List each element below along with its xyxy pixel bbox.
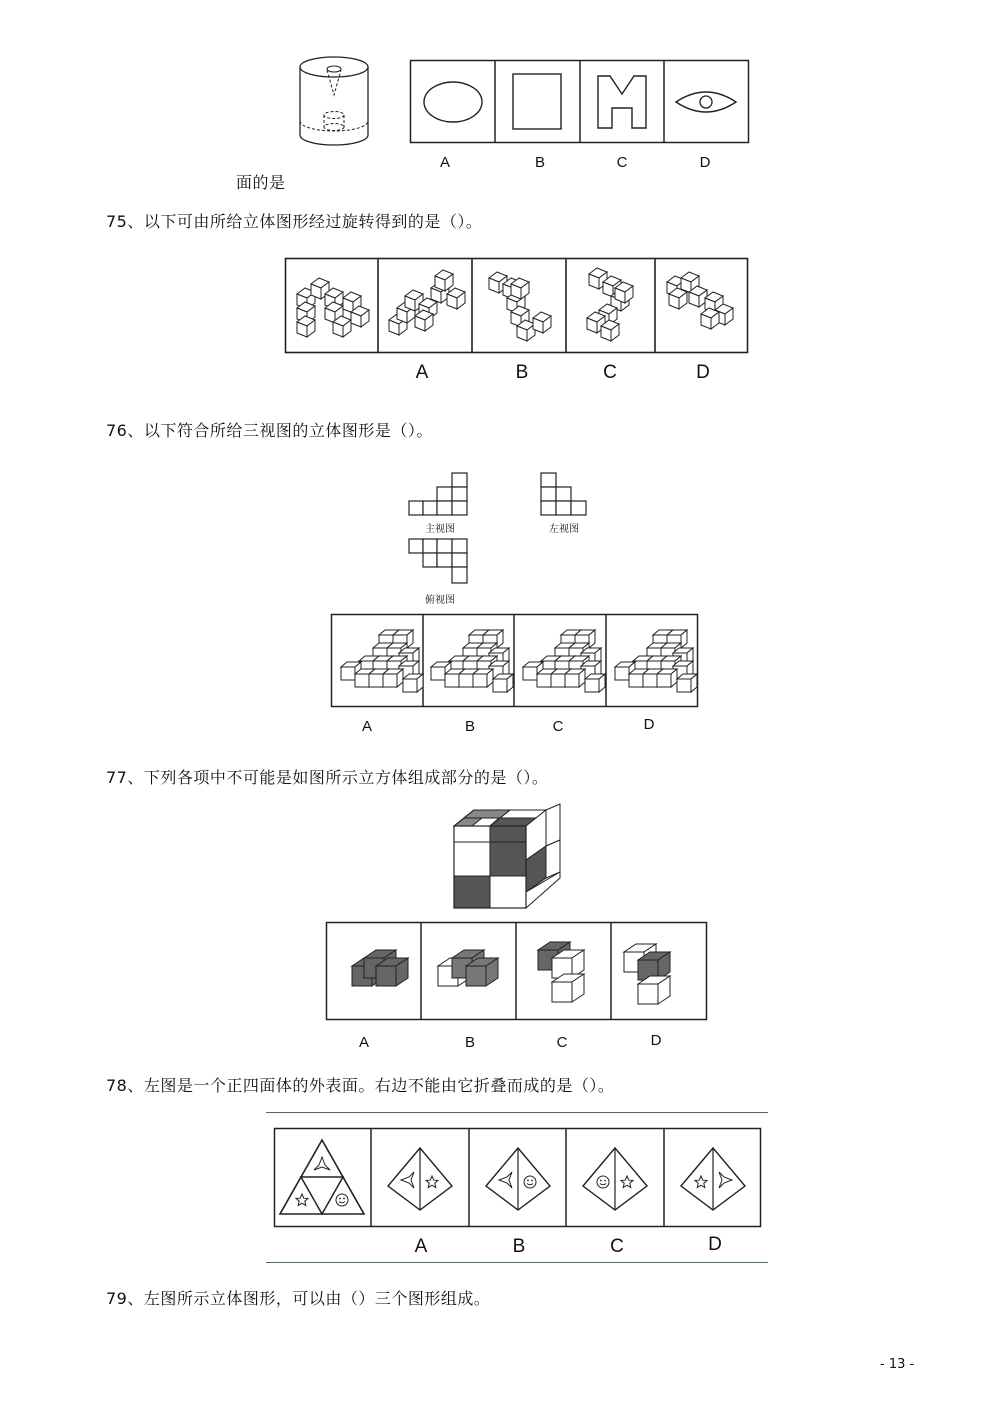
q77-option-c-label: C — [556, 1034, 568, 1051]
q75-option-d-label: D — [696, 362, 710, 383]
q75-option-a-label: A — [415, 362, 429, 383]
q76-left-view-caption: 左视图 — [549, 524, 579, 535]
q75-option-c-label: C — [603, 362, 617, 383]
q76-top-view-caption: 俯视图 — [425, 595, 455, 606]
page-number: - 13 - — [880, 1357, 915, 1372]
q77-cube-figure — [454, 806, 562, 910]
q74-option-a-label: A — [439, 154, 450, 171]
q76-question: 76、以下符合所给三视图的立体图形是（）。 — [106, 421, 433, 440]
q76-front-view-caption: 主视图 — [425, 524, 455, 535]
q75-question: 75、以下可由所给立体图形经过旋转得到的是（）。 — [106, 212, 483, 231]
q77-option-a-label: A — [358, 1034, 369, 1051]
q78-option-b-label: B — [512, 1236, 526, 1257]
q74-option-c-label: C — [616, 154, 628, 171]
q76-top-view — [408, 538, 472, 586]
q76-option-b-label: B — [464, 718, 475, 735]
q74-option-b-label: B — [534, 154, 545, 171]
q76-option-d-label: D — [643, 716, 655, 733]
q75-options-strip — [285, 258, 749, 354]
q77-option-d-label: D — [650, 1032, 662, 1049]
q76-left-view — [540, 472, 590, 518]
q78-option-a-label: A — [414, 1236, 428, 1257]
q76-options-strip — [331, 614, 699, 708]
q75-option-b-label: B — [515, 362, 529, 383]
q78-option-d-label: D — [708, 1234, 722, 1255]
q78-bottom-rule — [266, 1262, 768, 1263]
q74-option-d-label: D — [699, 154, 711, 171]
q79-question: 79、左图所示立体图形，可以由（）三个图形组成。 — [106, 1289, 491, 1308]
q77-question: 77、下列各项中不可能是如图所示立方体组成部分的是（）。 — [106, 768, 549, 787]
q74-options-strip — [410, 60, 750, 144]
q78-top-rule — [266, 1112, 768, 1113]
q78-question: 78、左图是一个正四面体的外表面。右边不能由它折叠而成的是（）。 — [106, 1076, 615, 1095]
q76-option-a-label: A — [361, 718, 372, 735]
q74-tail-text: 面的是 — [236, 173, 286, 192]
q78-options-strip — [274, 1128, 762, 1228]
q78-option-c-label: C — [610, 1236, 624, 1257]
q74-cylinder-figure — [298, 55, 370, 150]
q76-front-view — [408, 472, 472, 518]
q76-option-c-label: C — [552, 718, 564, 735]
q77-option-b-label: B — [464, 1034, 475, 1051]
q77-options-strip — [326, 922, 708, 1022]
